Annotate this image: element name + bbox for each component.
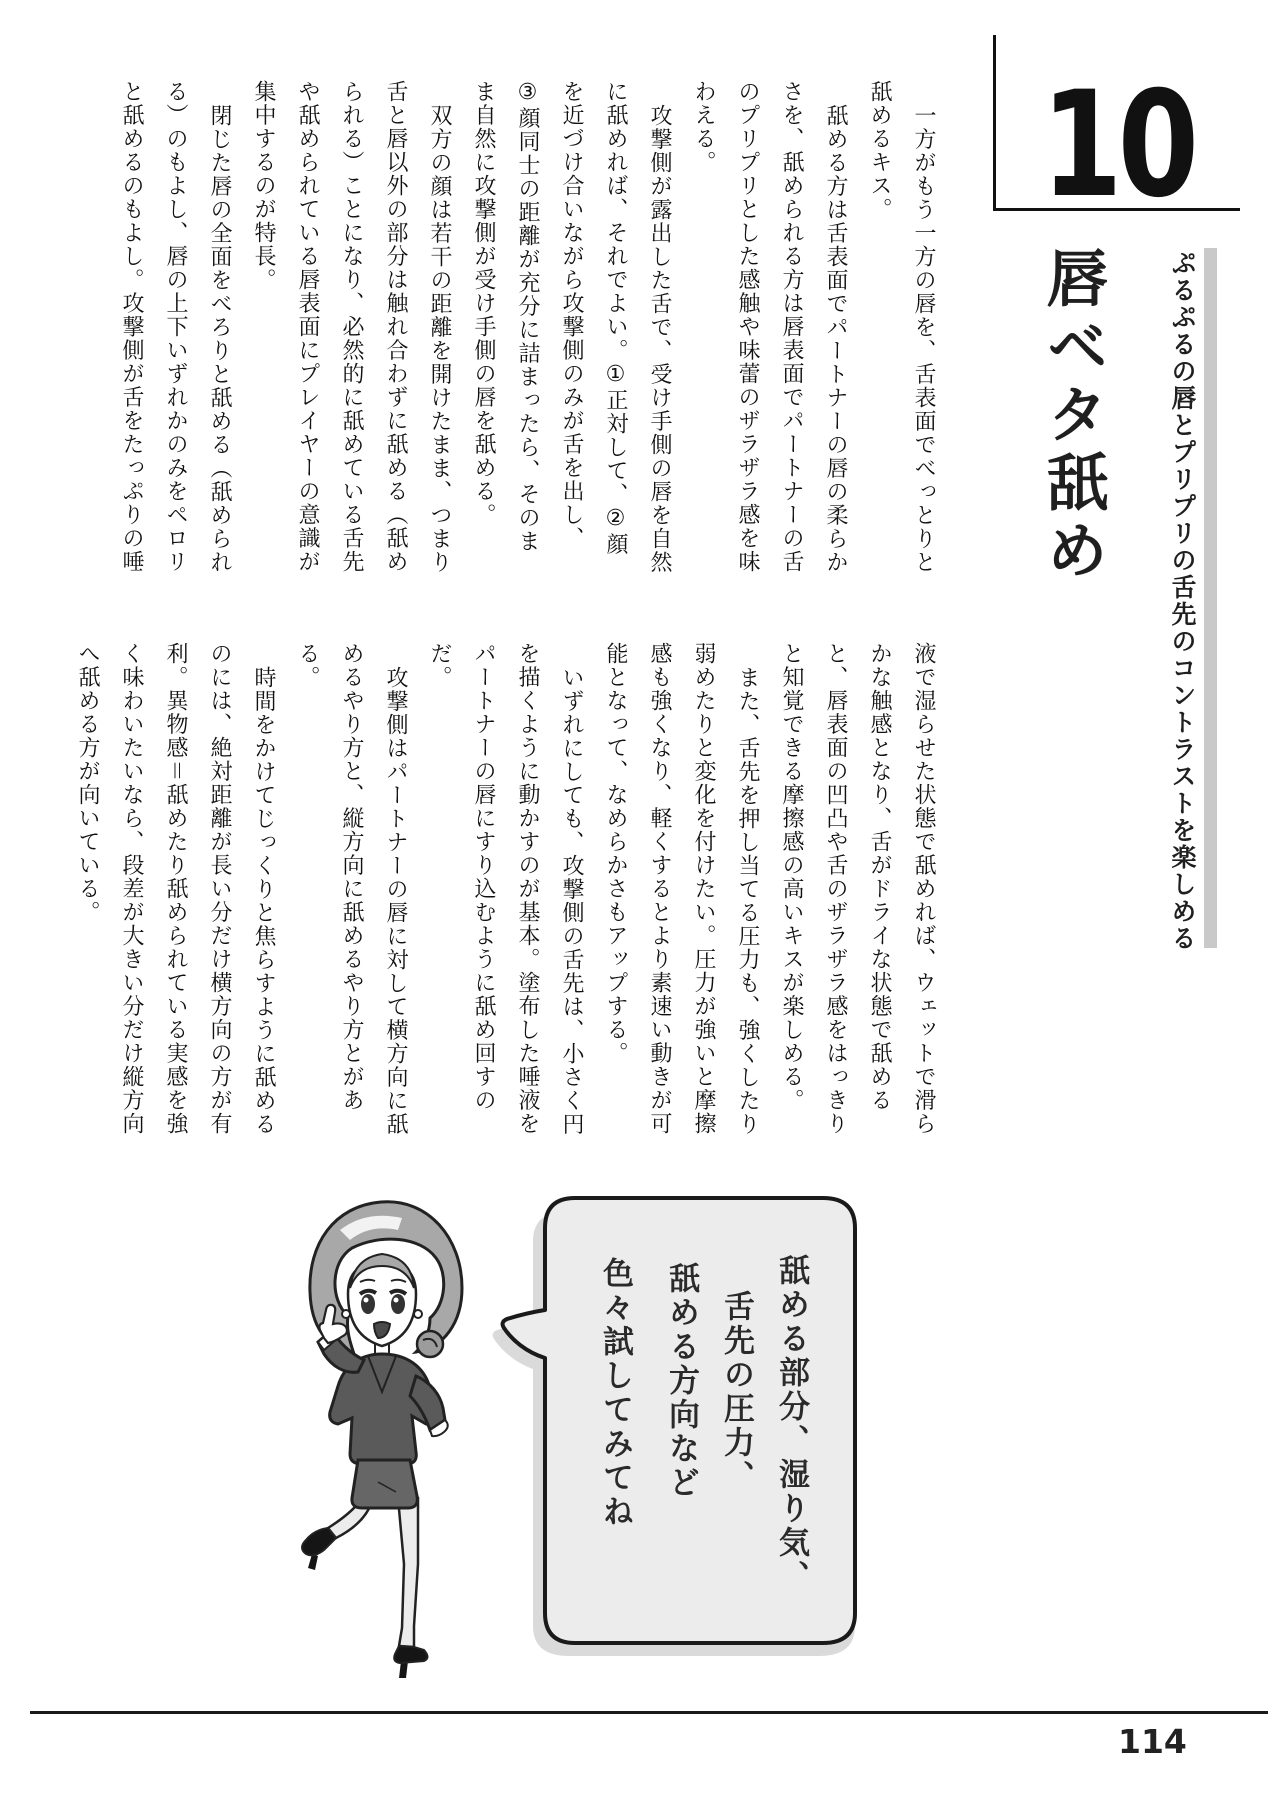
subtitle-accent-bar [1204, 248, 1217, 948]
paragraph: 舐める方は舌表面でパートナーの唇の柔らかさを、舐められる方は唇表面でパートナーの舌のプリプリとした感触や味蕾のザラザラ感を味わえる。 [691, 80, 848, 574]
chapter-number-box [993, 35, 1240, 230]
leg-standing [398, 1498, 418, 1647]
bubble-text-line-3: 舐める方向など [663, 1262, 699, 1500]
bubble-text-line-4: 色々試してみてね [597, 1257, 633, 1529]
body-text-block-1 [109, 80, 945, 576]
eye-glint-left [364, 1298, 369, 1303]
footer-rule [30, 1711, 1268, 1714]
page-title: 唇ベタ舐め [1036, 246, 1109, 586]
body-text-block-2 [75, 642, 945, 1138]
pencil-skirt [352, 1460, 417, 1508]
paragraph: 時間をかけてじっくりと焦らすように舐めるのには、絶対距離が長い分だけ横方向の方が有利。異物感＝舐めたり舐められている実感を強く味わいたいなら、段差が大きい分だけ縦方向へ舐める方が向いている。 [75, 642, 276, 1136]
paragraph: 液で湿らせた状態で舐めれば、ウェットで滑らかな触感となり、舌がドライな状態で舐めると、唇表面の凹凸や舌のザラザラ感をはっきりと知覚できる摩擦感の高いキスが楽しめる。 [779, 642, 936, 1136]
page-subtitle: ぷるぷるの唇とプリプリの舌先のコントラストを楽しめる [1168, 250, 1197, 952]
chapter-number: 10 [1041, 60, 1194, 230]
bubble-text-line-1: 舐める部分、湿り気、 [773, 1254, 809, 1594]
bubble-text-line-2: 舌先の圧力、 [718, 1290, 754, 1494]
earring-right [414, 1310, 422, 1318]
paragraph: 攻撃側が露出した舌で、受け手側の唇を自然に舐めれば、それでよい。①正対して、②顔を近づけ合いながら攻撃側のみが舌を出し、③顔同士の距離が充分に詰まったら、そのまま自然に攻撃側が受け手側の唇を舐める。 [471, 80, 672, 574]
paragraph: 一方がもう一方の唇を、舌表面でべっとりと舐めるキス。 [867, 80, 936, 574]
paragraph: いずれにしても、攻撃側の舌先は、小さく円を描くように動かすのが基本。塗布した唾液をパートナーの唇にすり込むように舐め回すのだ。 [427, 642, 584, 1136]
paragraph: 攻撃側はパートナーの唇に対して横方向に舐めるやり方と、縦方向に舐めるやり方とがある。 [295, 642, 408, 1136]
paragraph: 閉じた唇の全面をべろりと舐める（舐められる）のもよし、唇の上下いずれかのみをペロリと舐めるのもよし。攻撃側が舌をたっぷりの唾 [119, 80, 232, 574]
paragraph: 双方の顔は若干の距離を開けたまま、つまり舌と唇以外の部分は触れ合わずに舐める（舐められる）ことになり、必然的に舐めている舌先や舐められている唇表面にプレイヤーの意識が集中するのが特長。 [251, 80, 452, 574]
arm-on-hip [410, 1376, 445, 1430]
hair-bun [417, 1331, 443, 1357]
earring-left [342, 1310, 350, 1318]
heel-spike-kicked [308, 1554, 318, 1570]
shoe-kicked [302, 1528, 336, 1555]
page-number: 114 [1118, 1722, 1187, 1761]
eye-right [391, 1294, 405, 1314]
paragraph: また、舌先を押し当てる圧力も、強くしたり弱めたりと変化を付けたい。圧力が強いと摩擦感も強くなり、軽くするとより素速い動きが可能となって、なめらかさもアップする。 [603, 642, 760, 1136]
illustration-office-lady [268, 1196, 548, 1686]
eye-left [361, 1294, 375, 1314]
shoe-standing [394, 1646, 427, 1663]
eye-glint-right [394, 1298, 399, 1303]
